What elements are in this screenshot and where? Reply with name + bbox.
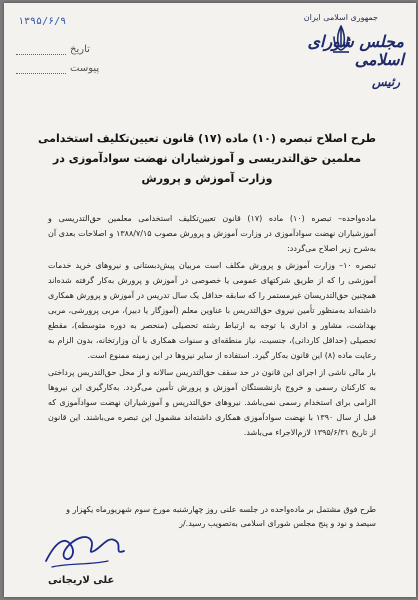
- document-body: [48, 211, 376, 442]
- date-value: ۱۳۹۵/۶/۹: [18, 16, 67, 27]
- approval-note: طرح فوق مشتمل بر ماده‌واحده در جلسه علنی روز چهارشنبه مورخ سوم شهریورماه یکهزار و سیصد و نود و پنج مجلس شورای اسلامی به‌تصویب رسید./ر: [66, 505, 376, 528]
- date-label: تاریخ: [70, 44, 90, 55]
- body-paragraph-2: تبصره ۱۰– وزارت آموزش و پرورش مکلف است مربیان پیش‌دبستانی و نیروهای خرید خدمات آموزشی را که از طریق شرکتهای عمومی یا خصوصی در آموزش و پرورش به‌کار گرفته شده‌اند همچنین حق‌التدریسان غیرمستمر را که سابقه حداقل یک سال تدریس در آموزش و پرورش همکاری داشته‌اند به‌منظور تأمین نیروی حق‌التدریس با عناوین معلم (آموزگار یا دبیر)، مربی پرورشی، مربی بهداشت، مشاور و اداری با توجه به ارتباط رشته تحصیلی (منحصر به دوره متوسطه)، مقطع تحصیلی (حداقل کاردانی)، جنسیت، نیاز منطقه‌ای و سنوات همکاری با آن وزارتخانه، بدون الزام به رعایت ماده (۸) این قانون به‌کار گیرد. استفاده از سایر نیروها در این زمینه ممنوع است.: [48, 261, 376, 360]
- document-title: [38, 129, 376, 189]
- title-line-1: طرح اصلاح تبصره (۱۰) ماده (۱۷) قانون تعیین‌تکلیف استخدامی: [38, 132, 376, 145]
- letterhead-country: جمهوری اسلامی ایران: [303, 13, 378, 22]
- attachment-label: پیوست: [70, 63, 100, 74]
- body-paragraph-3: بار مالی ناشی از اجرای این قانون در حد سقف حق‌التدریس سالانه و از محل حق‌التدریس پرداختی به کارکنان رسمی و خروج بازنشستگان آموزش و پرورش تأمین می‌گردد. به‌کارگیری این نیروها الزامی برای استخدام رسمی نمی‌باشد. نیروهای حق‌التدریس و آموزشیاران نهضت سوادآموزی که قبل از سال ۱۳۹۰ با نهضت سوادآموزی همکاری داشته‌اند مشمول این تبصره می‌باشند. این قانون از تاریخ ۱۳۹۵/۶/۳۱ لازم‌الاجراء می‌باشد.: [48, 368, 377, 437]
- title-line-2: معلمین حق‌التدریسی و آموزشیاران نهضت سوادآموزی در: [52, 152, 362, 165]
- body-paragraph-1: ماده‌واحده– تبصره (۱۰) ماده (۱۷) قانون تعیین‌تکلیف استخدامی معلمین حق‌التدریسی و آموزشیاران نهضت سوادآموزی در وزارت آموزش و پرورش مصوب ۱۳۸۸/۷/۱۵ و اصلاحات بعدی آن به‌شرح زیر اصلاح می‌گردد:: [48, 214, 377, 253]
- attachment-line: [16, 73, 66, 74]
- signatory-name: علی لاریجانی: [48, 575, 115, 586]
- title-line-3: وزارت آموزش و پرورش: [141, 172, 273, 185]
- signature-scribble: [38, 521, 130, 577]
- document-page: [4, 3, 416, 597]
- date-line: [16, 54, 66, 55]
- letterhead-role: رئیس: [371, 75, 400, 89]
- letterhead-title: مجلس شورای اسلامی: [307, 32, 404, 69]
